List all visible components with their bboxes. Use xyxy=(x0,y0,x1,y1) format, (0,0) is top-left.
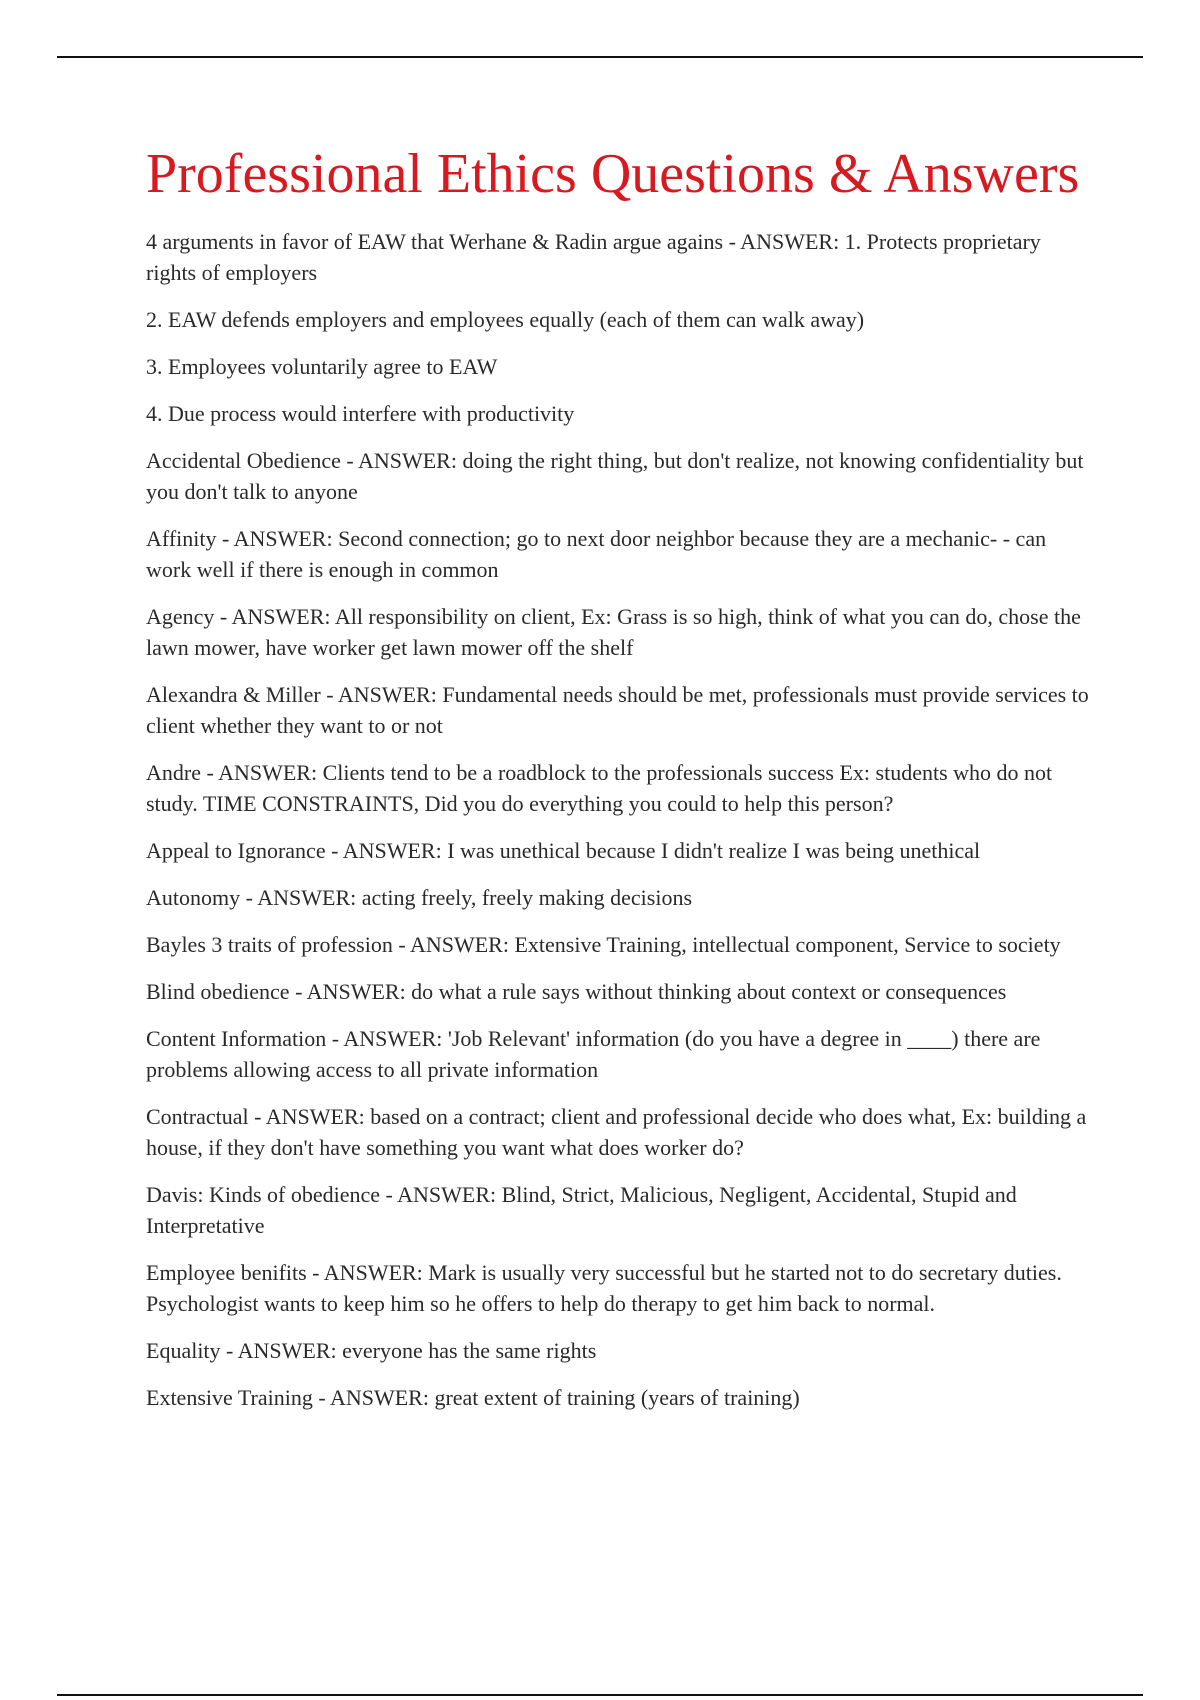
entry-text: Appeal to Ignorance - ANSWER: I was unethical because I didn't realize I was being unethical xyxy=(146,838,981,863)
qa-entry xyxy=(146,601,1092,663)
entry-text: Alexandra & Miller - ANSWER: Fundamental needs should be met, professionals must provide services to client whether they want to or not xyxy=(146,682,1089,738)
entry-text: Davis: Kinds of obedience - ANSWER: Blind, Strict, Malicious, Negligent, Accidental, Stupid and Interpretative xyxy=(146,1182,1017,1238)
entry-text: Accidental Obedience - ANSWER: doing the right thing, but don't realize, not knowing confidentiality but you don't talk to anyone xyxy=(146,448,1084,504)
entry-text: 2. EAW defends employers and employees equally (each of them can walk away) xyxy=(146,307,865,332)
qa-entry xyxy=(146,1101,1092,1163)
entry-text: Equality - ANSWER: everyone has the same rights xyxy=(146,1338,597,1363)
qa-entry xyxy=(146,445,1092,507)
qa-entry xyxy=(146,929,1092,960)
qa-entry xyxy=(146,523,1092,585)
entry-text: Affinity - ANSWER: Second connection; go to next door neighbor because they are a mechanic- - can work well if there is enough in common xyxy=(146,526,1047,582)
entry-text: Contractual - ANSWER: based on a contract; client and professional decide who does what, Ex: building a house, if they don't have something you want what does worker do? xyxy=(146,1104,1087,1160)
entry-text: 4 arguments in favor of EAW that Werhane & Radin argue agains - ANSWER: 1. Protects proprietary rights of employers xyxy=(146,229,1041,285)
footer-rule xyxy=(57,1694,1143,1696)
entry-text: Agency - ANSWER: All responsibility on client, Ex: Grass is so high, think of what you can do, chose the lawn mower, have worker get lawn mower off the shelf xyxy=(146,604,1081,660)
entry-text: Blind obedience - ANSWER: do what a rule says without thinking about context or consequences xyxy=(146,979,1007,1004)
entry-text: 4. Due process would interfere with productivity xyxy=(146,401,575,426)
entry-text: Andre - ANSWER: Clients tend to be a roadblock to the professionals success Ex: students who do not study. TIME CONSTRAINTS, Did you do everything you could to help this person? xyxy=(146,760,1053,816)
entry-text: Autonomy - ANSWER: acting freely, freely making decisions xyxy=(146,885,693,910)
entry-text: 3. Employees voluntarily agree to EAW xyxy=(146,354,498,379)
entry-text: Employee benifits - ANSWER: Mark is usually very successful but he started not to do secretary duties. Psychologist wants to keep him so he offers to help do therapy to get him back to normal. xyxy=(146,1260,1062,1316)
qa-entry xyxy=(146,679,1092,741)
qa-entry xyxy=(146,757,1092,819)
qa-entry xyxy=(146,1335,1092,1366)
entry-text: Content Information - ANSWER: 'Job Relevant' information (do you have a degree in ____) there are problems allowing access to all private information xyxy=(146,1026,1041,1082)
qa-entry xyxy=(146,1179,1092,1241)
qa-entry xyxy=(146,1257,1092,1319)
qa-entry xyxy=(146,976,1092,1007)
qa-entry xyxy=(146,351,1092,382)
document-title: Professional Ethics Questions & Answers xyxy=(146,143,1080,205)
qa-entry xyxy=(146,398,1092,429)
document-body xyxy=(146,143,1092,1429)
qa-entry xyxy=(146,882,1092,913)
qa-entry xyxy=(146,835,1092,866)
header-rule xyxy=(57,56,1143,58)
entry-text: Bayles 3 traits of profession - ANSWER: Extensive Training, intellectual component, Service to society xyxy=(146,932,1061,957)
entry-text: Extensive Training - ANSWER: great extent of training (years of training) xyxy=(146,1385,800,1410)
qa-entry xyxy=(146,1023,1092,1085)
qa-entry xyxy=(146,226,1092,288)
qa-entry xyxy=(146,1382,1092,1413)
qa-entry xyxy=(146,304,1092,335)
